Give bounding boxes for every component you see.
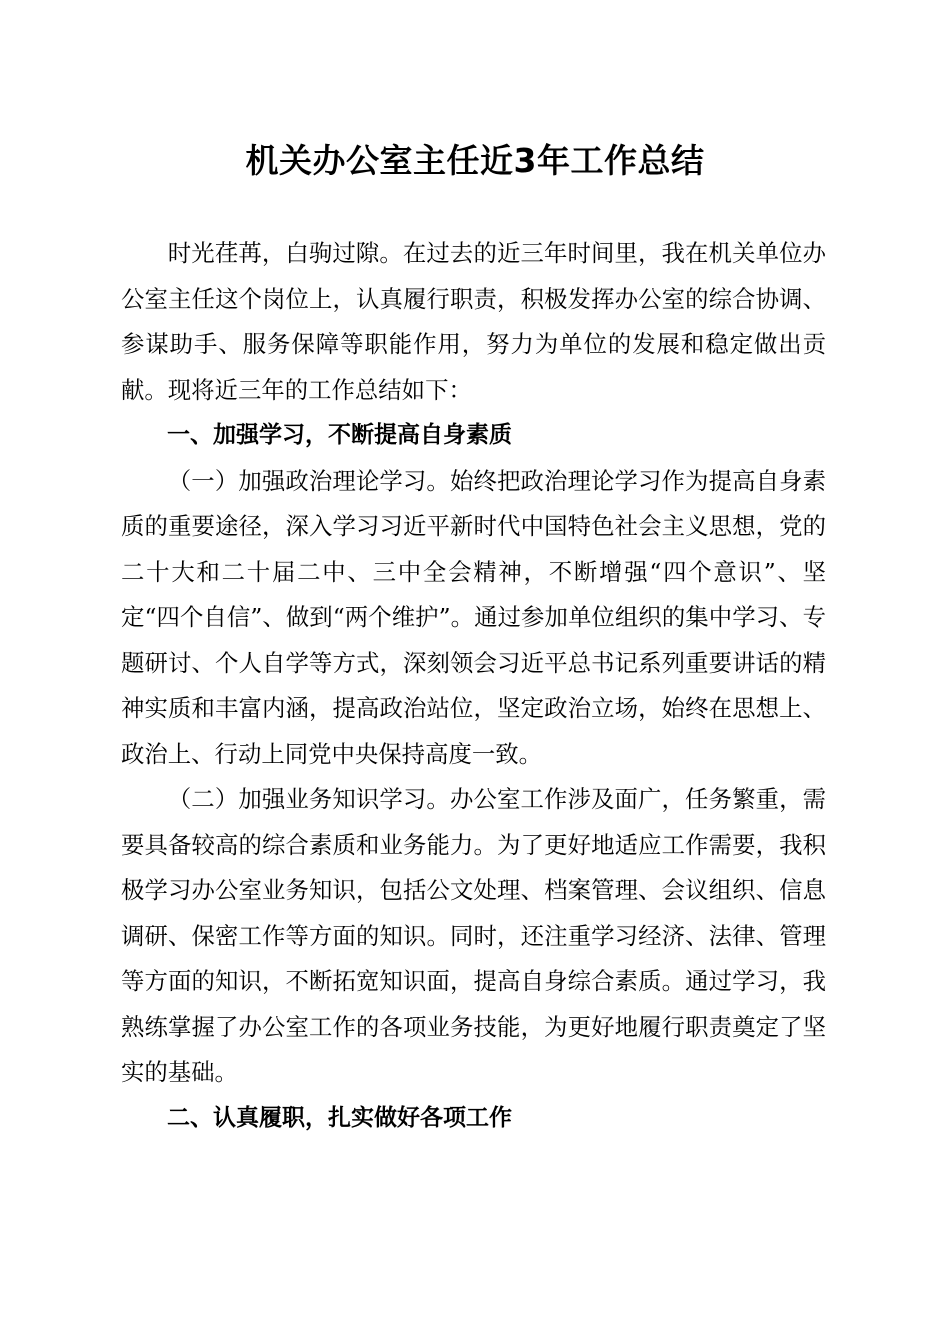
subsection-lead-1: （一）加强政治理论学习。 (167, 466, 450, 495)
document-body (121, 231, 826, 1141)
subsection-text-2: 办公室工作涉及面广，任务繁重，需要具备较高的综合素质和业务能力。为了更好地适应工作需要，我积极学习办公室业务知识，包括公文处理、档案管理、会议组织、信息调研、保密工作等方面的知识。同时，还注重学习经济、法律、管理等方面的知识，不断拓宽知识面，提高自身综合素质。通过学习，我熟练掌握了办公室工作的各项业务技能，为更好地履行职责奠定了坚实的基础。 (121, 785, 827, 1086)
section-heading-1: 一、加强学习，不断提高自身素质 (167, 422, 512, 448)
subsection-paragraph-2 (121, 777, 826, 1096)
intro-text: 时光荏苒，白驹过隙。在过去的近三年时间里，我在机关单位办公室主任这个岗位上，认真履行职责，积极发挥办公室的综合协调、参谋助手、服务保障等职能作用，努力为单位的发展和稳定做出贡献。现将近三年的工作总结如下： (121, 239, 826, 404)
section-heading-2: 二、认真履职，扎实做好各项工作 (167, 1104, 512, 1131)
subsection-text-1: 始终把政治理论学习作为提高自身素质的重要途径，深入学习习近平新时代中国特色社会主义思想，党的二十大和二十届二中、三中全会精神，不断增强“四个意识”、坚定“四个自信”、做到“两个维护”。通过参加单位组织的集中学习、专题研讨、个人自学等方式，深刻领会习近平总书记系列重要讲话的精神实质和丰富内涵，提高政治站位，坚定政治立场，始终在思想上、政治上、行动上同党中央保持高度一致。 (121, 466, 827, 768)
subsection-paragraph-1 (121, 459, 826, 778)
subsection-lead-2: （二）加强业务知识学习。 (167, 785, 450, 813)
document-title: 机关办公室主任近3年工作总结 (245, 141, 705, 180)
intro-paragraph (121, 231, 826, 413)
